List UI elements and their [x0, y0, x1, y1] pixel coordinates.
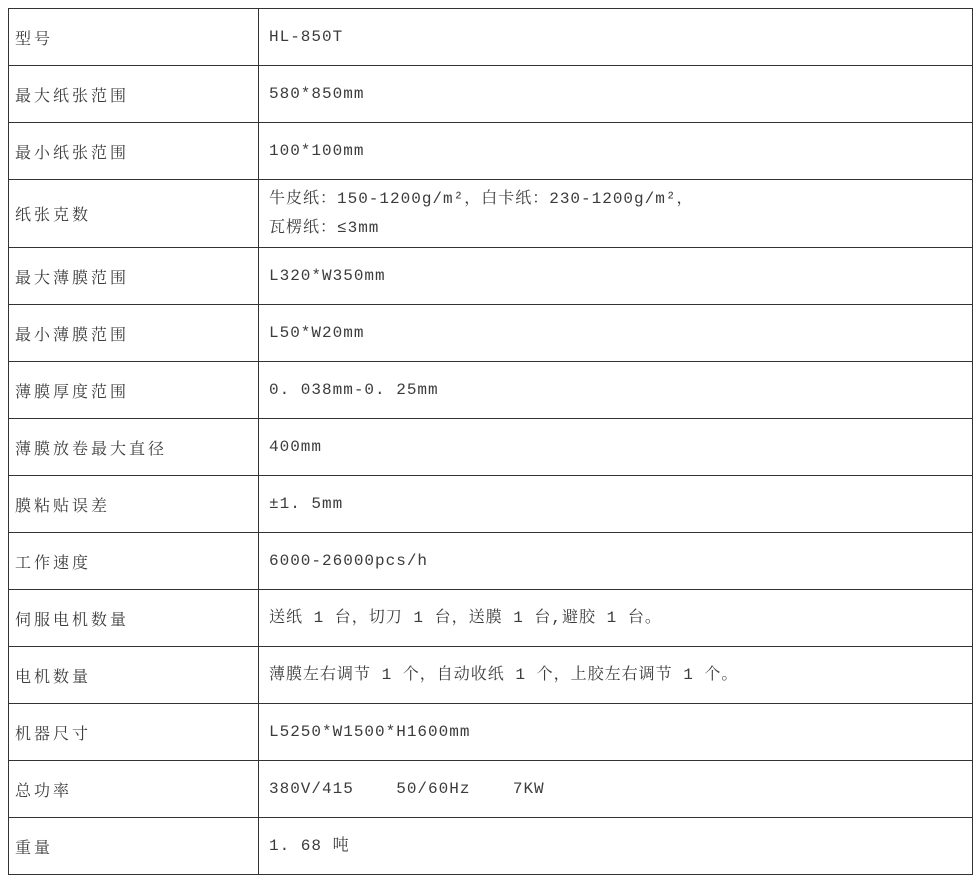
spec-value-line: 1. 68 吨 — [269, 836, 350, 855]
spec-value-cell — [259, 180, 973, 248]
spec-label-cell: 伺服电机数量 — [9, 590, 259, 647]
spec-value-cell — [259, 66, 973, 123]
spec-value-line: 薄膜左右调节 1 个，自动收纸 1 个，上胶左右调节 1 个。 — [269, 665, 739, 684]
spec-value-cell — [259, 305, 973, 362]
spec-value-line: 380V/415 50/60Hz 7KW — [269, 779, 545, 798]
spec-value-cell — [259, 123, 973, 180]
spec-value-line: 400mm — [269, 437, 323, 456]
spec-label-cell: 薄膜厚度范围 — [9, 362, 259, 419]
spec-value-cell — [259, 362, 973, 419]
table-row — [9, 180, 973, 248]
spec-label-cell: 最小薄膜范围 — [9, 305, 259, 362]
spec-label-cell: 膜粘贴误差 — [9, 476, 259, 533]
spec-table-body — [9, 9, 973, 875]
spec-value-line: 牛皮纸：150-1200g/m²，白卡纸：230-1200g/m²， — [269, 189, 694, 208]
spec-label-cell: 电机数量 — [9, 647, 259, 704]
table-row — [9, 362, 973, 419]
table-row — [9, 476, 973, 533]
spec-value-cell — [259, 590, 973, 647]
spec-label-cell: 最大薄膜范围 — [9, 248, 259, 305]
spec-value-cell — [259, 9, 973, 66]
spec-label-cell: 纸张克数 — [9, 180, 259, 248]
spec-value-cell — [259, 647, 973, 704]
table-row — [9, 533, 973, 590]
table-row — [9, 590, 973, 647]
spec-value-line: L320*W350mm — [269, 266, 386, 285]
spec-label-cell: 工作速度 — [9, 533, 259, 590]
spec-value-line: 6000-26000pcs/h — [269, 551, 429, 570]
spec-value-line: ±1. 5mm — [269, 494, 344, 513]
spec-value-line: 0. 038mm-0. 25mm — [269, 380, 439, 399]
spec-label-cell: 重量 — [9, 818, 259, 875]
table-row — [9, 419, 973, 476]
spec-value-line: 580*850mm — [269, 84, 365, 103]
table-row — [9, 761, 973, 818]
spec-value-cell — [259, 533, 973, 590]
table-row — [9, 123, 973, 180]
spec-value-line: L5250*W1500*H1600mm — [269, 722, 471, 741]
spec-value-cell — [259, 704, 973, 761]
spec-label-cell: 型号 — [9, 9, 259, 66]
table-row — [9, 248, 973, 305]
spec-value-cell — [259, 761, 973, 818]
spec-value-cell — [259, 476, 973, 533]
spec-value-line: HL-850T — [269, 27, 344, 46]
spec-value-line: 瓦楞纸：≤3mm — [269, 218, 380, 237]
spec-value-line: L50*W20mm — [269, 323, 365, 342]
spec-label-cell: 最大纸张范围 — [9, 66, 259, 123]
table-row — [9, 9, 973, 66]
spec-label-cell: 总功率 — [9, 761, 259, 818]
spec-label-cell: 机器尺寸 — [9, 704, 259, 761]
table-row — [9, 818, 973, 875]
table-row — [9, 66, 973, 123]
spec-value-line: 100*100mm — [269, 141, 365, 160]
spec-value-cell — [259, 248, 973, 305]
spec-label-cell: 最小纸张范围 — [9, 123, 259, 180]
table-row — [9, 704, 973, 761]
spec-value-line: 送纸 1 台，切刀 1 台，送膜 1 台,避胶 1 台。 — [269, 608, 662, 627]
spec-value-cell — [259, 818, 973, 875]
spec-table — [8, 8, 973, 875]
spec-label-cell: 薄膜放卷最大直径 — [9, 419, 259, 476]
spec-value-cell — [259, 419, 973, 476]
table-row — [9, 647, 973, 704]
table-row — [9, 305, 973, 362]
